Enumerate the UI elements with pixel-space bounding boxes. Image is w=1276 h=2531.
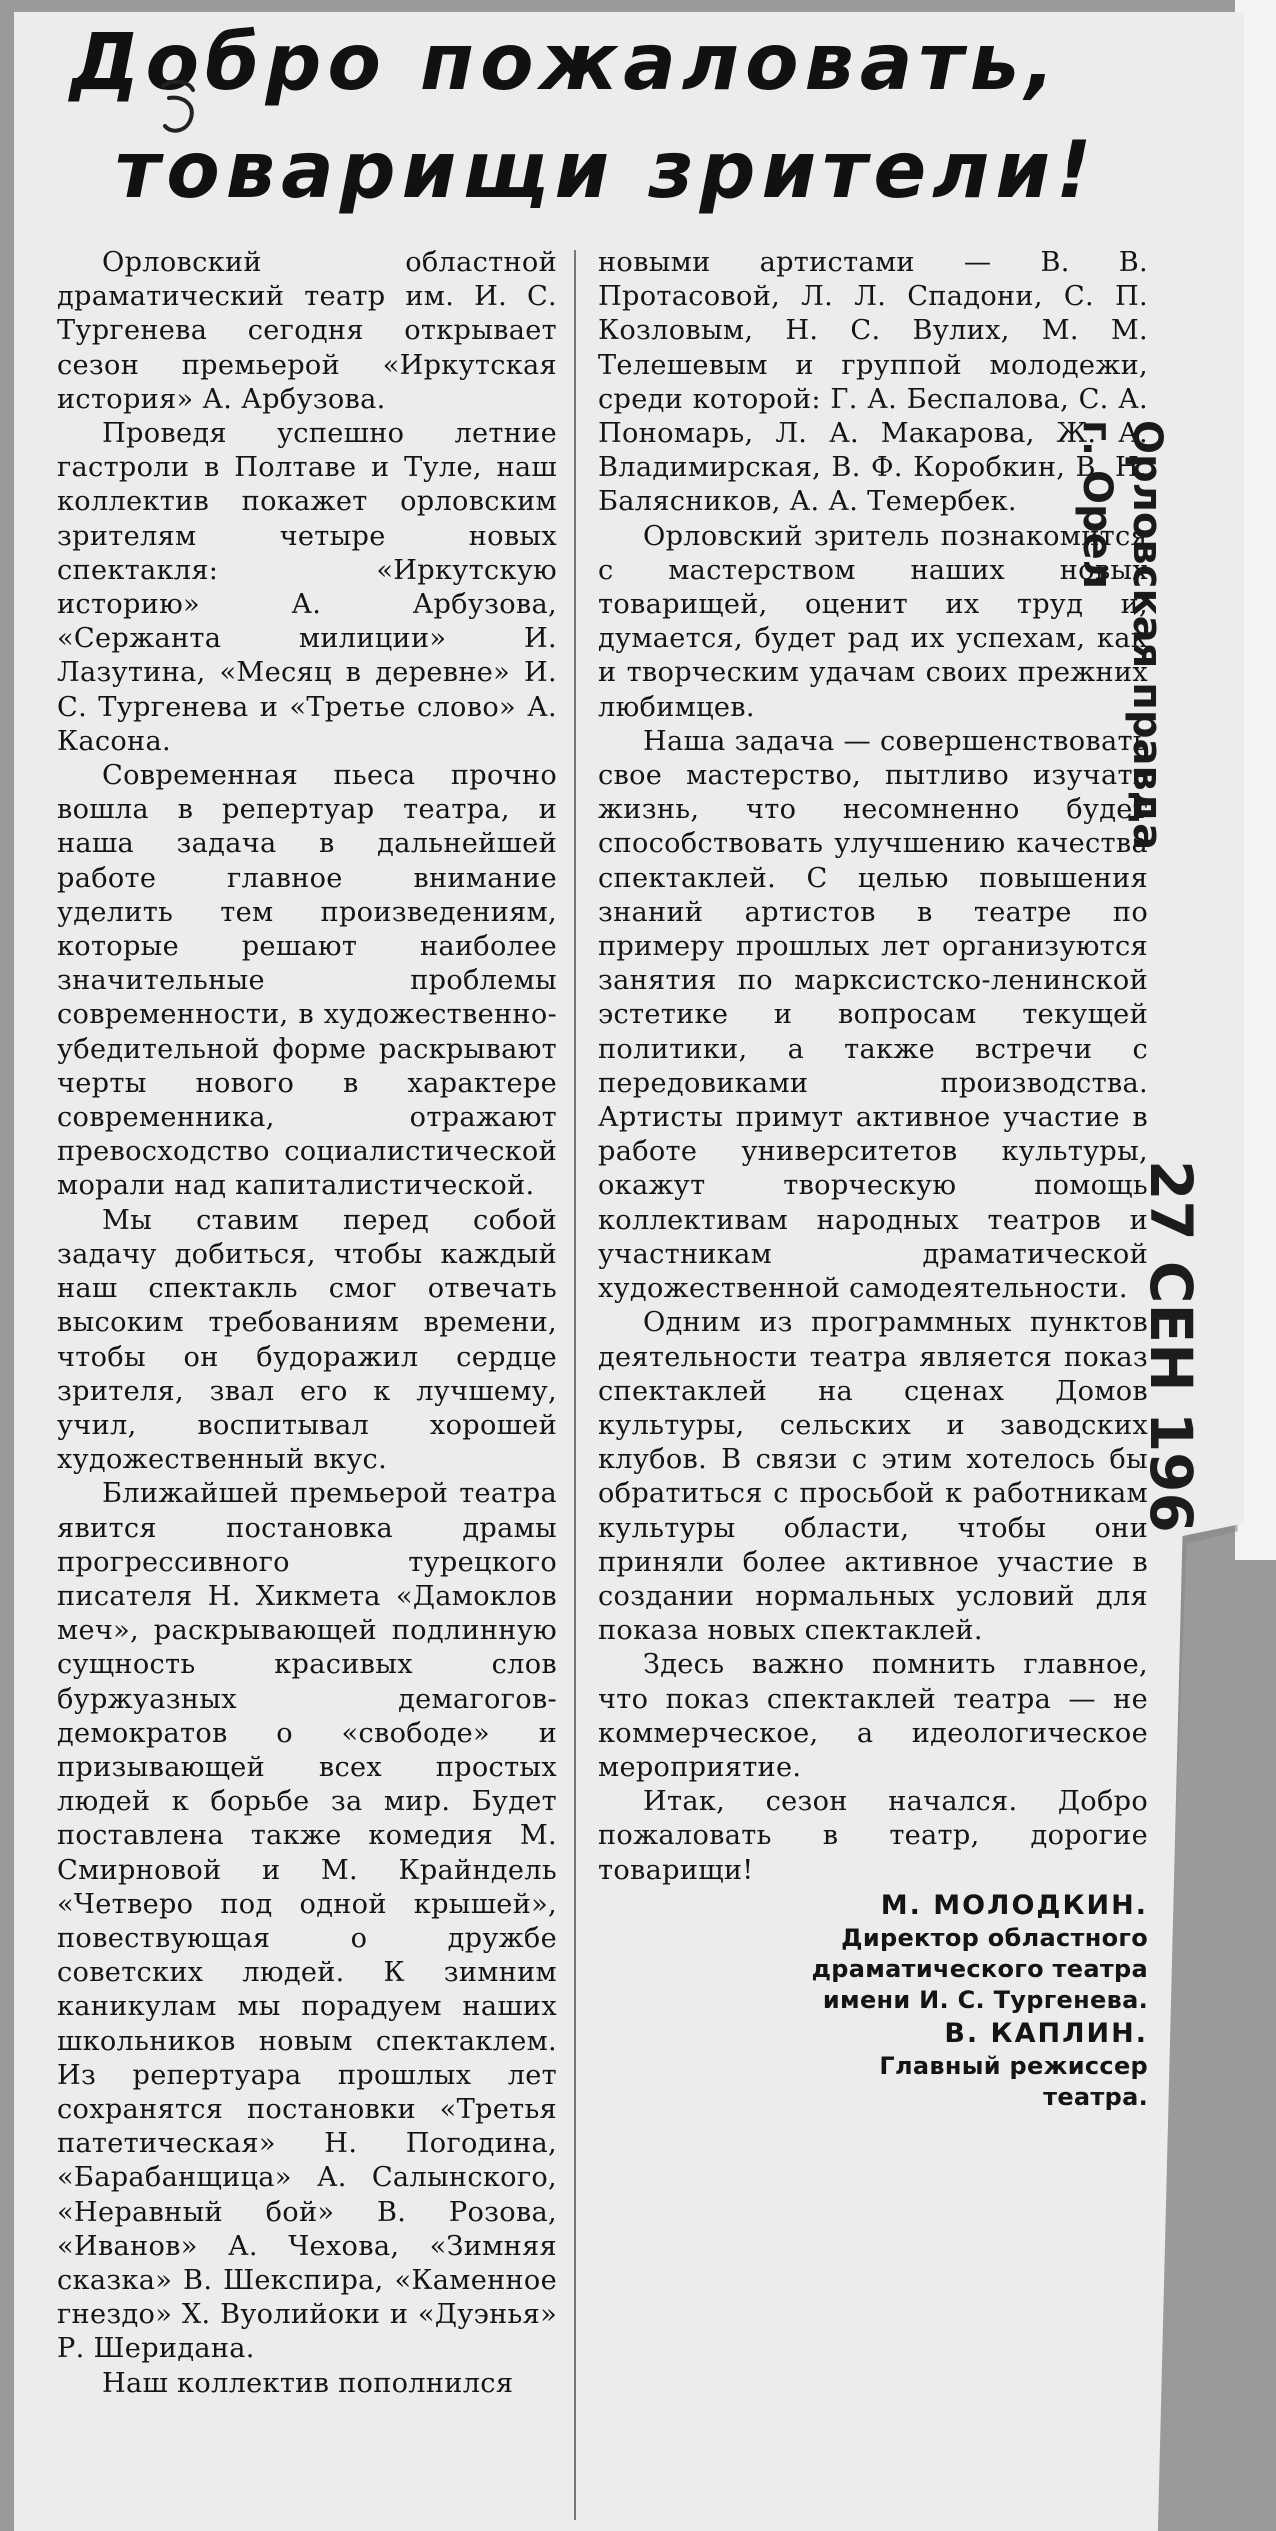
author-role: драматического театра bbox=[811, 1954, 1148, 1983]
date-stamp: 27 СЕН 196 bbox=[1137, 1160, 1205, 1533]
source-city: г. Орел bbox=[1074, 420, 1120, 590]
author-role: Главный режиссер bbox=[879, 2051, 1148, 2080]
headline bbox=[40, 18, 1220, 238]
paragraph: Проведя успешно летние гастроли в Полтаве и Туле, наш коллектив покажет орловским зрителям четыре новых спектакля: «Иркутскую историю» А. Арбузова, «Сержанта милиции» И. Лазутина, «Месяц в деревне» И. С. Тургенева и «Третье слово» А. Касона. bbox=[57, 418, 557, 757]
signature-block bbox=[598, 1888, 1148, 2113]
author-name: В. КАПЛИН. bbox=[944, 2017, 1148, 2049]
article-column-left bbox=[57, 246, 557, 2401]
author-role: Директор областного bbox=[841, 1923, 1148, 1952]
paragraph: Одним из программных пунктов деятельности театра является показ спектаклей на сценах Домов культуры, сельских и заводских клубов. В связи с этим хотелось бы обратиться с просьбой к работникам культуры области, чтобы они приняли более активное участие в создании нормальных условий для показа новых спектаклей. bbox=[598, 1307, 1148, 1647]
source-stamp bbox=[1074, 420, 1170, 850]
paragraph: Орловский зритель познакомится с мастерством наших новых товарищей, оценит их труд и, думается, будет рад их успехам, как и творческим удачам своих прежних любимцев. bbox=[598, 520, 1148, 723]
paragraph: Наша задача — совершенствовать свое мастерство, пытливо изучать жизнь, что несомненно будет способствовать улучшению качества спектаклей. С целью повышения знаний артистов в театре по примеру прошлых лет организуются занятия по марксистско-ленинской эстетике и вопросам текущей политики, а также встречи с передовиками производства. Артисты примут активное участие в работе университетов культуры, окажут творческую помощь коллективам народных театров и участникам драматической художественной самодеятельности. bbox=[598, 725, 1148, 1305]
column-rule bbox=[574, 250, 576, 2520]
source-name: Орловская правда bbox=[1124, 420, 1170, 851]
paragraph: Итак, сезон начался. Добро пожаловать в театр, дорогие товарищи! bbox=[598, 1786, 1148, 1886]
paragraph: Современная пьеса прочно вошла в репертуар театра, и наша задача в дальнейшей работе главное внимание уделить тем произведениям, которые решают наиболее значительные проблемы современности, в художественно-убедительной форме раскрывают черты нового в характере современника, отражают превосходство социалистической морали над капиталистической. bbox=[57, 760, 557, 1202]
paragraph: Здесь важно помнить главное, что показ спектаклей театра — не коммерческое, а идеологическое мероприятие. bbox=[598, 1649, 1148, 1783]
paragraph: Мы ставим перед собой задачу добиться, чтобы каждый наш спектакль смог отвечать высоким требованиям времени, чтобы он будоражил сердце зрителя, звал его к лучшему, учил, воспитывал хорошей художественный вкус. bbox=[57, 1204, 557, 1476]
handwritten-mark-icon bbox=[155, 78, 203, 158]
author-role: театра. bbox=[1043, 2082, 1148, 2111]
author-name: М. МОЛОДКИН. bbox=[880, 1889, 1148, 1921]
paragraph: Наш коллектив пополнился bbox=[102, 2367, 514, 2399]
paragraph: новыми артистами — В. В. Протасовой, Л. Л. Спадони, С. П. Козловым, Н. С. Вулих, М. М. Телешевым и группой молодежи, среди которой: Г. А. Беспалова, С. А. Пономарь, Л. А. Макарова, Ж. А. Владимирская, В. Ф. Коробкин, В. Н. Балясников, А. А. Темербек. bbox=[598, 247, 1148, 518]
author-role: имени И. С. Тургенева. bbox=[822, 1985, 1148, 2014]
headline-line-1: Добро пожаловать, bbox=[70, 18, 1061, 108]
headline-line-2: товарищи зрители! bbox=[115, 126, 1098, 216]
paragraph: Орловский областной драматический театр им. И. С. Тургенева сегодня открывает сезон премьерой «Иркутская история» А. Арбузова. bbox=[57, 247, 557, 415]
article-column-right bbox=[598, 246, 1148, 2113]
paragraph: Ближайшей премьерой театра явится постановка драмы прогрессивного турецкого писателя Н. Хикмета «Дамоклов меч», раскрывающей подлинную сущность красивых слов буржуазных демагогов-демократов о «свободе» и призывающей всех простых людей к борьбе за мир. Будет поставлена также комедия М. Смирновой и М. Крайндель «Четверо под одной крышей», повествующая о дружбе советских людей. К зимним каникулам мы порадуем наших школьников новым спектаклем. Из репертуара прошлых лет сохранятся постановки «Третья патетическая» Н. Погодина, «Барабанщица» А. Салынского, «Неравный бой» В. Розова, «Иванов» А. Чехова, «Зимняя сказка» В. Шекспира, «Каменное гнездо» Х. Вуолийоки и «Дуэнья» Р. Шеридана. bbox=[57, 1478, 557, 2365]
